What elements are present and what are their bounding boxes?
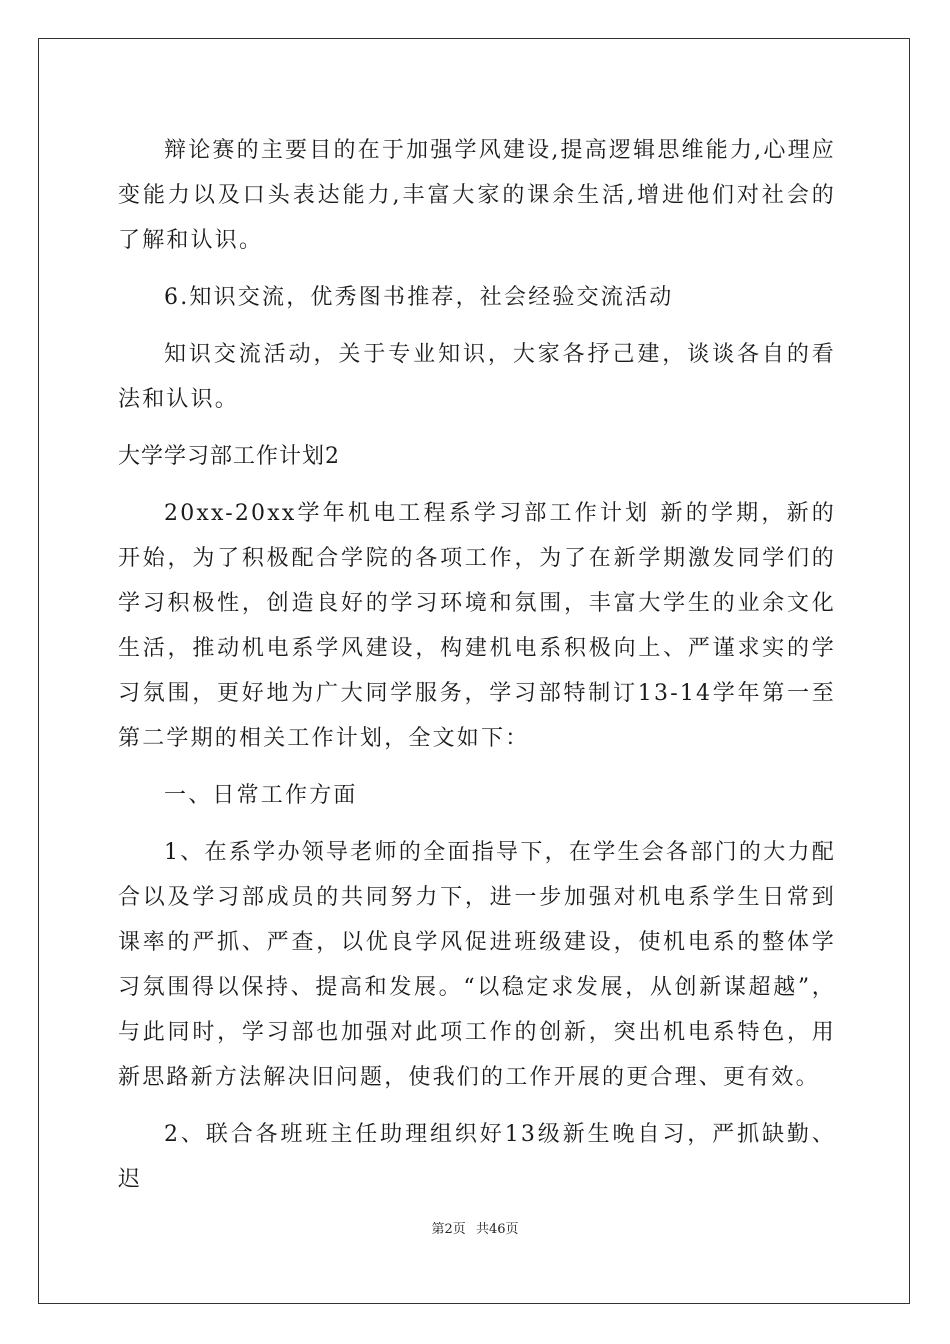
paragraph-knowledge-exchange-title: 6.知识交流，优秀图书推荐，社会经验交流活动 (164, 285, 674, 310)
paragraph-gap (118, 1100, 836, 1112)
paragraph-item-2: 2、联合各班班主任助理组织好13级新生晚自习，严抓缺勤、迟 (118, 1122, 836, 1192)
document-body (118, 128, 836, 1202)
paragraph-item-1: 1、在系学办领导老师的全面指导下，在学生会各部门的大力配合以及学习部成员的共同努力下，进一步加强对机电系学生日常到课率的严抓、严查，以优良学风促进班级建设，使机电系的整体学习氛围得以保持、提高和发展。“以稳定求发展，从创新谋超越”，与此同时，学习部也加强对此项工作的创新，突出机电系特色，用新思路新方法解决旧问题，使我们的工作开展的更合理、更有效。 (118, 840, 836, 1090)
page-total: 共46页 (475, 1222, 519, 1237)
paragraph-knowledge-exchange: 知识交流活动，关于专业知识，大家各抒己建，谈谈各自的看法和认识。 (118, 342, 836, 412)
paragraph-gap (118, 818, 836, 830)
section-heading: 大学学习部工作计划2 (118, 444, 340, 469)
paragraph-gap (118, 320, 836, 332)
paragraph-debate-purpose: 辩论赛的主要目的在于加强学风建设,提高逻辑思维能力,心理应变能力以及口头表达能力,丰富大家的课余生活,增进他们对社会的了解和认识。 (118, 138, 836, 253)
page-footer (0, 1218, 950, 1237)
paragraph-daily-work-title: 一、日常工作方面 (164, 783, 358, 808)
paragraph-gap (118, 761, 836, 773)
paragraph-gap (118, 422, 836, 434)
paragraph-gap (118, 263, 836, 275)
paragraph-plan-intro: 20xx-20xx学年机电工程系学习部工作计划 新的学期，新的开始，为了积极配合学院的各项工作，为了在新学期激发同学们的学习积极性，创造良好的学习环境和氛围，丰富大学生的业余文化生活，推动机电系学风建设，构建机电系积极向上、严谨求实的学习氛围，更好地为广大同学服务，学习部特制订13-14学年第一至第二学期的相关工作计划，全文如下： (118, 501, 836, 751)
page-number: 第2页 (431, 1222, 466, 1237)
paragraph-gap (118, 479, 836, 491)
